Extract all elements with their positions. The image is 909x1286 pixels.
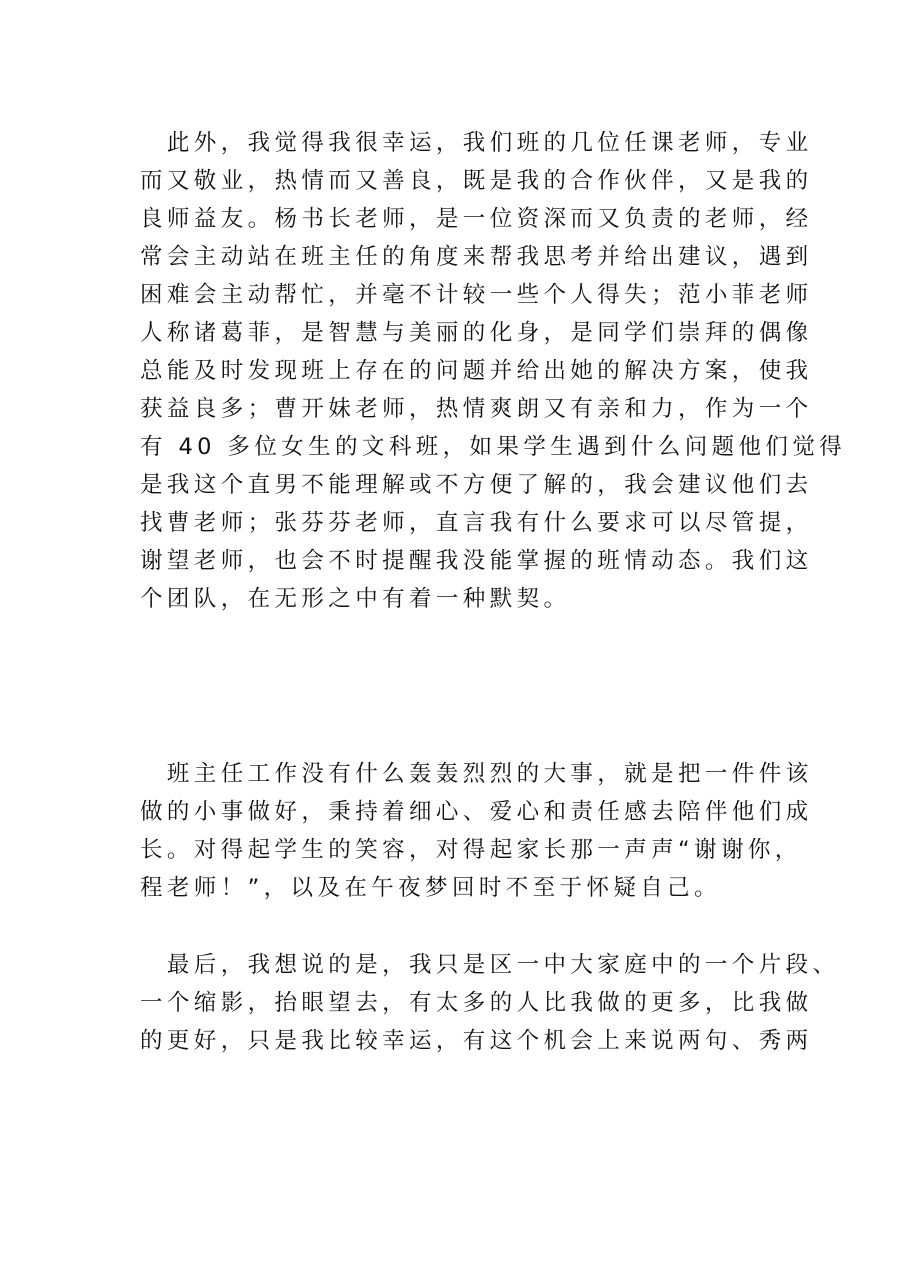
paragraph-line: 良师益友。杨书长老师，是一位资深而又负责的老师，经 [140,206,813,232]
paragraph-line: 长。对得起学生的笑容，对得起家长那一声声“谢谢你， [140,837,802,863]
paragraph-line: 谢望老师，也会不时提醒我没能掌握的班情动态。我们这 [140,548,813,574]
paragraph-line: 找曹老师；张芬芬老师，直言我有什么要求可以尽管提， [140,510,813,536]
paragraph-line: 获益良多；曹开妹老师，热情爽朗又有亲和力，作为一个 [140,396,813,422]
paragraph-line: 一个缩影，抬眼望去，有太多的人比我做的更多，比我做 [140,990,813,1016]
paragraph-line: 总能及时发现班上存在的问题并给出她的解决方案，使我 [140,358,813,384]
paragraph-line: 个团队，在无形之中有着一种默契。 [140,586,571,612]
paragraph-line: 做的小事做好，秉持着细心、爱心和责任感去陪伴他们成 [140,799,813,825]
paragraph-closing [140,946,840,1060]
paragraph-work-summary [140,755,813,907]
paragraph-line: 程老师！”，以及在午夜梦回时不至于怀疑自己。 [140,875,721,901]
paragraph-line: 此外，我觉得我很幸运，我们班的几位任课老师，专业 [140,130,813,156]
paragraph-line: 是我这个直男不能理解或不方便了解的，我会建议他们去 [140,472,813,498]
paragraph-line: 人称诸葛菲，是智慧与美丽的化身，是同学们崇拜的偶像 [140,320,813,346]
paragraph-line: 而又敬业，热情而又善良，既是我的合作伙伴，又是我的 [140,168,813,194]
paragraph-line: 最后，我想说的是，我只是区一中大家庭中的一个片段、 [140,952,840,978]
paragraph-line: 常会主动站在班主任的角度来帮我思考并给出建议，遇到 [140,244,813,270]
paragraph-line: 有 40 多位女生的文科班，如果学生遇到什么问题他们觉得 [140,434,847,460]
paragraph-colleagues [140,124,847,618]
paragraph-line: 班主任工作没有什么轰轰烈烈的大事，就是把一件件该 [140,761,813,787]
paragraph-line: 的更好，只是我比较幸运，有这个机会上来说两句、秀两 [140,1028,813,1054]
paragraph-line: 困难会主动帮忙，并毫不计较一些个人得失；范小菲老师 [140,282,813,308]
